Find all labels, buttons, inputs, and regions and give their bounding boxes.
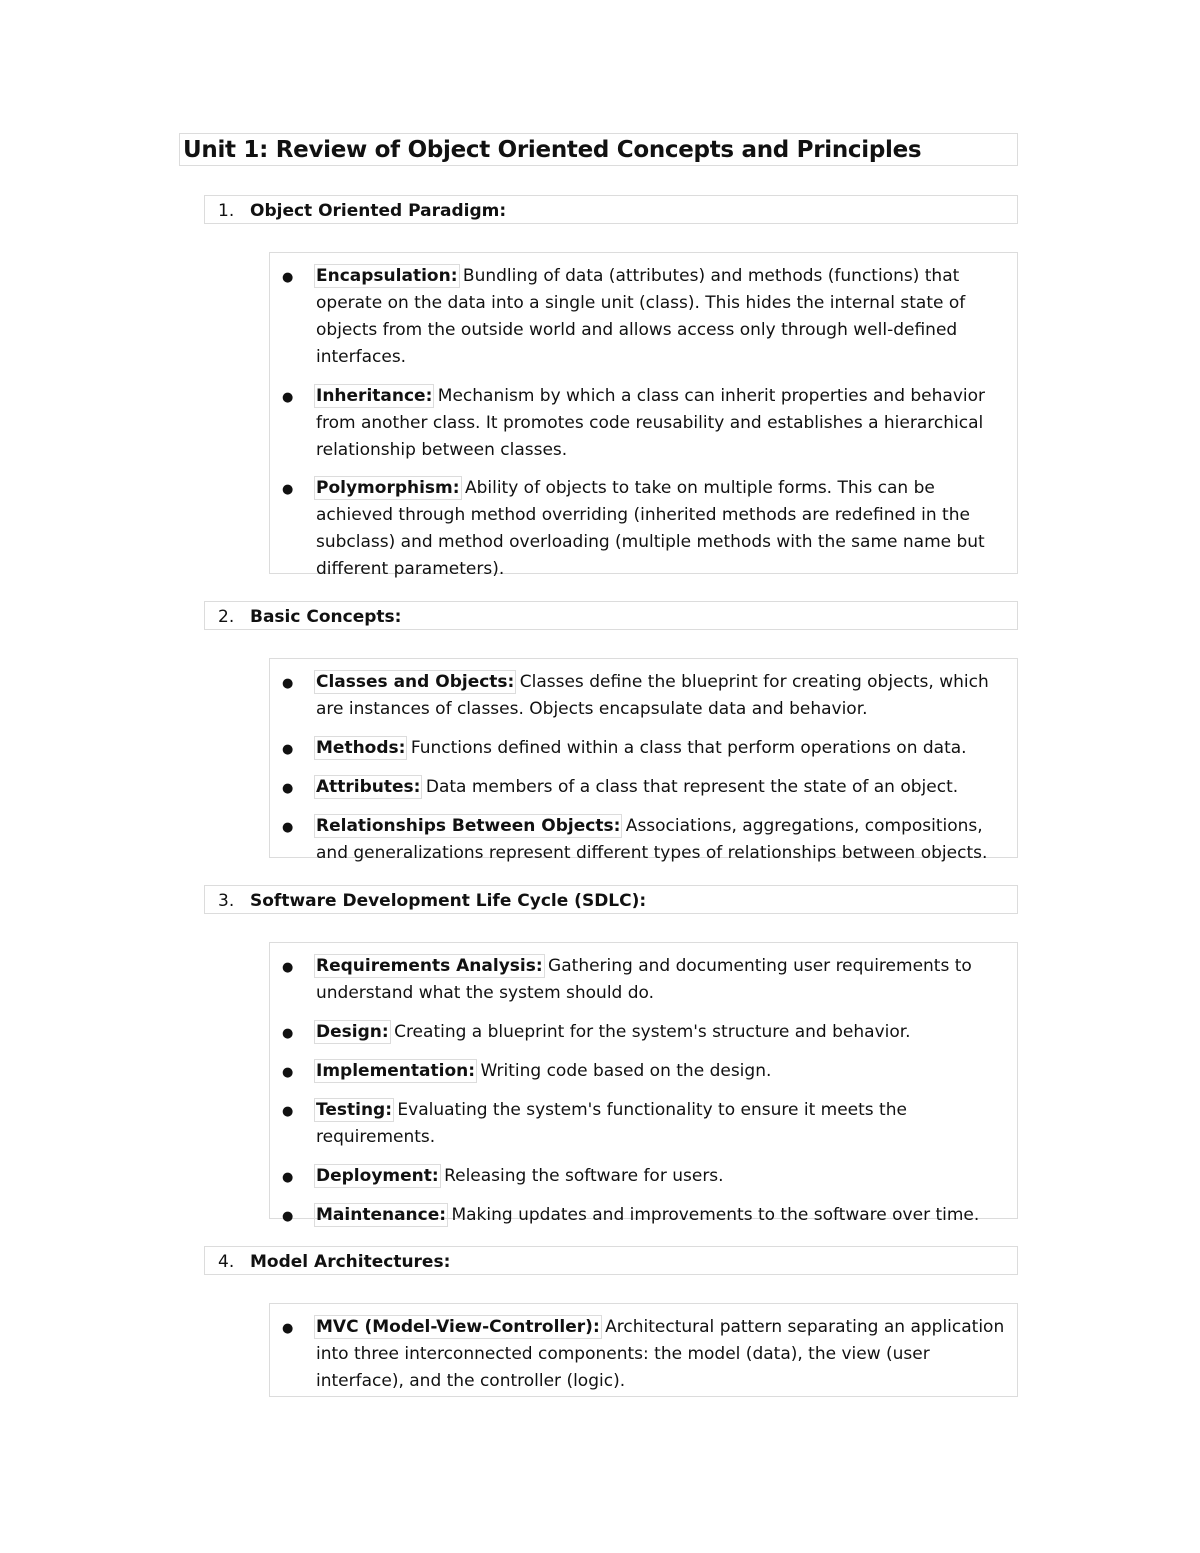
bullet-icon: ●: [282, 1170, 294, 1185]
item-description: Associations, aggregations, compositions, and generalizations represent different types of relationships between objects.: [316, 816, 988, 863]
item-description: Classes define the blueprint for creating objects, which are instances of classes. Objects encapsulate data and behavior.: [316, 672, 989, 719]
item-term: Testing:: [316, 1100, 393, 1120]
bullet-icon: ●: [282, 1321, 294, 1336]
section-number: 3.: [218, 891, 235, 911]
section-heading: Object Oriented Paradigm:: [250, 201, 507, 221]
item-term: Requirements Analysis:: [316, 956, 543, 976]
item-term: Classes and Objects:: [316, 672, 515, 692]
bullet-icon: ●: [282, 390, 294, 405]
bullet-icon: ●: [282, 742, 294, 757]
item-description: Architectural pattern separating an application into three interconnected components: the model (data), the view (user interface), and the controller (logic).: [316, 1317, 1005, 1391]
bullet-icon: ●: [282, 820, 294, 835]
section-number: 1.: [218, 201, 235, 221]
item-term: Methods:: [316, 738, 406, 758]
item-term: Design:: [316, 1022, 389, 1042]
section-heading-box: [204, 1246, 1018, 1275]
section-number: 2.: [218, 607, 235, 627]
item-term: Encapsulation:: [316, 266, 458, 286]
section-heading-box: [204, 885, 1018, 914]
item-description: Mechanism by which a class can inherit properties and behavior from another class. It promotes code reusability and establishes a hierarchical relationship between classes.: [316, 386, 985, 460]
page-title: Unit 1: Review of Object Oriented Concepts and Principles: [183, 137, 922, 163]
bullet-icon: ●: [282, 1026, 294, 1041]
item-term: Deployment:: [316, 1166, 439, 1186]
section-heading-box: [204, 601, 1018, 630]
item-term: Attributes:: [316, 777, 421, 797]
item-description: Making updates and improvements to the software over time.: [446, 1205, 980, 1225]
section-heading: Basic Concepts:: [250, 607, 402, 627]
item-term: Maintenance:: [316, 1205, 447, 1225]
item-description: Ability of objects to take on multiple forms. This can be achieved through method overriding (inherited methods are redefined in the subclass) and method overloading (multiple methods with the same name but different parameters).: [316, 478, 985, 579]
item-term: Implementation:: [316, 1061, 476, 1081]
item-description: Bundling of data (attributes) and methods (functions) that operate on the data into a single unit (class). This hides the internal state of objects from the outside world and allows access only through well-defined interfaces.: [316, 266, 966, 367]
bullet-icon: ●: [282, 1104, 294, 1119]
section-number: 4.: [218, 1252, 235, 1272]
bullet-icon: ●: [282, 781, 294, 796]
bullet-icon: ●: [282, 1209, 294, 1224]
bullet-icon: ●: [282, 676, 294, 691]
bullet-icon: ●: [282, 1065, 294, 1080]
bullet-icon: ●: [282, 270, 294, 285]
item-term: Relationships Between Objects:: [316, 816, 621, 836]
item-term: MVC (Model-View-Controller):: [316, 1317, 600, 1337]
bullet-list: [269, 658, 1018, 863]
item-description: Releasing the software for users.: [438, 1166, 724, 1186]
bullet-icon: ●: [282, 482, 294, 497]
bullet-list: [269, 252, 1018, 579]
section-heading: Model Architectures:: [250, 1252, 451, 1272]
title-box: [179, 133, 1018, 166]
item-description: Writing code based on the design.: [475, 1061, 772, 1081]
item-description: Creating a blueprint for the system's structure and behavior.: [388, 1022, 911, 1042]
item-description: Gathering and documenting user requirements to understand what the system should do.: [316, 956, 972, 1003]
section-heading-box: [204, 195, 1018, 224]
section-heading: Software Development Life Cycle (SDLC):: [250, 891, 647, 911]
bullet-list: [269, 942, 1018, 1225]
bullet-list: [269, 1303, 1018, 1397]
item-description: Data members of a class that represent the state of an object.: [420, 777, 959, 797]
item-term: Inheritance:: [316, 386, 433, 406]
item-description: Evaluating the system's functionality to ensure it meets the requirements.: [316, 1100, 907, 1147]
item-term: Polymorphism:: [316, 478, 460, 498]
item-description: Functions defined within a class that perform operations on data.: [405, 738, 967, 758]
bullet-icon: ●: [282, 960, 294, 975]
